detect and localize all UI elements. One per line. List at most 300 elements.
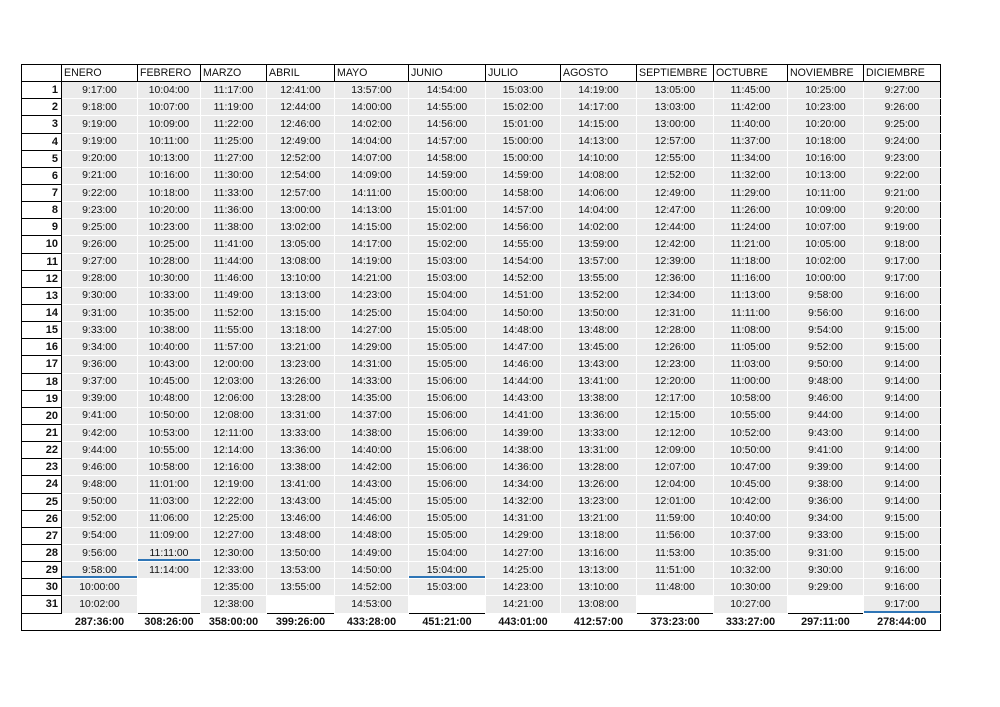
daylight-cell: 12:00:00 <box>201 356 267 373</box>
daylight-cell: 10:25:00 <box>138 236 201 253</box>
daylight-cell: 9:27:00 <box>864 82 941 99</box>
daylight-cell: 9:54:00 <box>788 322 864 339</box>
daylight-cell <box>267 596 335 613</box>
daylight-cell: 10:18:00 <box>788 133 864 150</box>
daylight-cell: 11:48:00 <box>637 579 714 596</box>
day-number: 17 <box>22 356 62 373</box>
month-header-septiembre: SEPTIEMBRE <box>637 65 714 82</box>
daylight-cell: 13:26:00 <box>561 476 637 493</box>
daylight-cell: 14:44:00 <box>486 373 561 390</box>
table-row <box>22 82 941 99</box>
daylight-cell: 12:16:00 <box>201 459 267 476</box>
daylight-cell: 9:17:00 <box>864 596 941 613</box>
daylight-cell: 14:31:00 <box>486 510 561 527</box>
table-row <box>22 373 941 390</box>
month-total-cell: 433:28:00 <box>335 613 409 630</box>
daylight-cell: 14:42:00 <box>335 459 409 476</box>
daylight-cell: 14:56:00 <box>486 219 561 236</box>
daylight-cell: 11:27:00 <box>201 150 267 167</box>
daylight-cell: 13:33:00 <box>267 424 335 441</box>
daylight-cell: 11:59:00 <box>637 510 714 527</box>
daylight-cell: 12:30:00 <box>201 544 267 561</box>
daylight-cell: 10:55:00 <box>138 442 201 459</box>
daylight-cell: 9:44:00 <box>788 407 864 424</box>
table-row <box>22 339 941 356</box>
daylight-cell: 14:58:00 <box>409 150 486 167</box>
daylight-cell: 10:18:00 <box>138 184 201 201</box>
daylight-cell: 14:27:00 <box>486 544 561 561</box>
daylight-cell: 10:33:00 <box>138 287 201 304</box>
daylight-cell: 10:40:00 <box>138 339 201 356</box>
daylight-cell: 13:43:00 <box>267 493 335 510</box>
daylight-cell: 11:37:00 <box>714 133 788 150</box>
month-total-cell: 297:11:00 <box>788 613 864 630</box>
daylight-cell: 11:08:00 <box>714 322 788 339</box>
daylight-cell: 10:47:00 <box>714 459 788 476</box>
daylight-cell: 9:41:00 <box>788 442 864 459</box>
day-number: 19 <box>22 390 62 407</box>
daylight-cell: 14:25:00 <box>335 304 409 321</box>
daylight-cell: 13:38:00 <box>267 459 335 476</box>
daylight-cell: 12:44:00 <box>267 99 335 116</box>
daylight-cell: 14:41:00 <box>486 407 561 424</box>
daylight-cell: 11:52:00 <box>201 304 267 321</box>
daylight-cell: 11:53:00 <box>637 544 714 561</box>
table-row <box>22 390 941 407</box>
daylight-cell: 13:55:00 <box>267 579 335 596</box>
daylight-cell: 9:36:00 <box>62 356 138 373</box>
day-number: 1 <box>22 82 62 99</box>
table-row <box>22 236 941 253</box>
daylight-cell: 11:44:00 <box>201 253 267 270</box>
daylight-cell: 13:38:00 <box>561 390 637 407</box>
daylight-cell: 12:28:00 <box>637 322 714 339</box>
daylight-cell: 14:35:00 <box>335 390 409 407</box>
daylight-cell: 15:06:00 <box>409 407 486 424</box>
daylight-cell: 13:41:00 <box>267 476 335 493</box>
daylight-cell: 14:49:00 <box>335 544 409 561</box>
daylight-cell: 13:16:00 <box>561 544 637 561</box>
daylight-cell: 12:07:00 <box>637 459 714 476</box>
daylight-cell: 15:00:00 <box>486 150 561 167</box>
daylight-cell: 11:40:00 <box>714 116 788 133</box>
daylight-cell: 9:44:00 <box>62 442 138 459</box>
day-number: 8 <box>22 202 62 219</box>
daylight-cell: 14:50:00 <box>486 304 561 321</box>
daylight-cell: 11:45:00 <box>714 82 788 99</box>
daylight-cell: 10:11:00 <box>138 133 201 150</box>
daylight-cell: 12:52:00 <box>267 150 335 167</box>
daylight-cell: 10:50:00 <box>714 442 788 459</box>
daylight-cell: 9:17:00 <box>62 82 138 99</box>
daylight-cell: 13:21:00 <box>267 339 335 356</box>
daylight-cell: 10:16:00 <box>788 150 864 167</box>
daylight-cell: 14:37:00 <box>335 407 409 424</box>
day-number: 30 <box>22 579 62 596</box>
daylight-cell: 9:27:00 <box>62 253 138 270</box>
daylight-cell: 9:14:00 <box>864 390 941 407</box>
day-number: 26 <box>22 510 62 527</box>
daylight-cell: 15:06:00 <box>409 476 486 493</box>
daylight-cell: 14:04:00 <box>335 133 409 150</box>
daylight-cell: 15:04:00 <box>409 304 486 321</box>
daylight-cell: 14:15:00 <box>335 219 409 236</box>
daylight-cell <box>138 579 201 596</box>
daylight-cell: 13:46:00 <box>267 510 335 527</box>
daylight-cell: 11:21:00 <box>714 236 788 253</box>
day-number: 6 <box>22 167 62 184</box>
daylight-cell: 9:16:00 <box>864 304 941 321</box>
daylight-cell: 13:48:00 <box>267 527 335 544</box>
daylight-cell: 10:20:00 <box>788 116 864 133</box>
daylight-cell: 10:23:00 <box>138 219 201 236</box>
table-row <box>22 562 941 579</box>
table-row <box>22 442 941 459</box>
daylight-cell: 10:58:00 <box>138 459 201 476</box>
daylight-cell: 14:50:00 <box>335 562 409 579</box>
daylight-cell: 10:20:00 <box>138 202 201 219</box>
daylight-cell: 9:56:00 <box>62 544 138 561</box>
daylight-cell: 14:59:00 <box>409 167 486 184</box>
daylight-cell: 10:00:00 <box>62 579 138 596</box>
day-number: 25 <box>22 493 62 510</box>
daylight-cell: 14:29:00 <box>335 339 409 356</box>
daylight-cell: 10:40:00 <box>714 510 788 527</box>
day-number: 13 <box>22 287 62 304</box>
daylight-cell: 11:11:00 <box>714 304 788 321</box>
daylight-cell: 9:19:00 <box>62 116 138 133</box>
daylight-cell: 12:19:00 <box>201 476 267 493</box>
daylight-cell: 10:07:00 <box>138 99 201 116</box>
daylight-cell: 14:29:00 <box>486 527 561 544</box>
daylight-cell: 10:37:00 <box>714 527 788 544</box>
day-number: 14 <box>22 304 62 321</box>
daylight-cell: 9:16:00 <box>864 579 941 596</box>
daylight-cell: 13:28:00 <box>267 390 335 407</box>
daylight-cell: 12:47:00 <box>637 202 714 219</box>
daylight-cell: 12:01:00 <box>637 493 714 510</box>
daylight-cell: 11:14:00 <box>138 562 201 579</box>
daylight-cell: 13:00:00 <box>267 202 335 219</box>
daylight-cell: 14:45:00 <box>335 493 409 510</box>
daylight-cell: 9:43:00 <box>788 424 864 441</box>
daylight-cell: 9:25:00 <box>864 116 941 133</box>
daylight-cell: 12:49:00 <box>267 133 335 150</box>
day-number: 28 <box>22 544 62 561</box>
daylight-cell: 11:26:00 <box>714 202 788 219</box>
month-total-cell: 373:23:00 <box>637 613 714 630</box>
daylight-cell: 10:23:00 <box>788 99 864 116</box>
daylight-cell: 12:04:00 <box>637 476 714 493</box>
daylight-cell: 9:26:00 <box>62 236 138 253</box>
table-row <box>22 219 941 236</box>
daylight-cell: 13:02:00 <box>267 219 335 236</box>
daylight-cell: 13:18:00 <box>561 527 637 544</box>
month-total-cell: 412:57:00 <box>561 613 637 630</box>
daylight-cell: 13:13:00 <box>267 287 335 304</box>
daylight-cell: 9:15:00 <box>864 527 941 544</box>
daylight-cell: 12:06:00 <box>201 390 267 407</box>
daylight-cell: 11:05:00 <box>714 339 788 356</box>
daylight-cell: 11:25:00 <box>201 133 267 150</box>
daylight-cell: 14:36:00 <box>486 459 561 476</box>
month-total-cell: 333:27:00 <box>714 613 788 630</box>
daylight-cell: 11:22:00 <box>201 116 267 133</box>
daylight-cell: 9:14:00 <box>864 476 941 493</box>
daylight-cell: 14:33:00 <box>335 373 409 390</box>
daylight-cell: 12:31:00 <box>637 304 714 321</box>
daylight-cell: 14:23:00 <box>335 287 409 304</box>
daylight-cell: 13:23:00 <box>267 356 335 373</box>
table-row <box>22 116 941 133</box>
daylight-cell: 9:16:00 <box>864 562 941 579</box>
daylight-cell: 15:04:00 <box>409 562 486 579</box>
daylight-cell: 13:36:00 <box>561 407 637 424</box>
daylight-cell: 10:32:00 <box>714 562 788 579</box>
daylight-cell: 10:45:00 <box>714 476 788 493</box>
daylight-cell: 11:00:00 <box>714 373 788 390</box>
day-number: 18 <box>22 373 62 390</box>
table-row <box>22 356 941 373</box>
daylight-cell: 11:24:00 <box>714 219 788 236</box>
month-header-diciembre: DICIEMBRE <box>864 65 941 82</box>
table-row <box>22 167 941 184</box>
daylight-cell: 11:09:00 <box>138 527 201 544</box>
daylight-cell: 9:31:00 <box>788 544 864 561</box>
daylight-cell: 14:19:00 <box>335 253 409 270</box>
daylight-cell: 9:23:00 <box>864 150 941 167</box>
daylight-cell: 9:39:00 <box>62 390 138 407</box>
daylight-cell: 14:47:00 <box>486 339 561 356</box>
day-number: 2 <box>22 99 62 116</box>
daylight-cell: 9:14:00 <box>864 459 941 476</box>
daylight-cell: 9:19:00 <box>62 133 138 150</box>
daylight-cell: 15:06:00 <box>409 373 486 390</box>
month-header-abril: ABRIL <box>267 65 335 82</box>
daylight-cell: 10:55:00 <box>714 407 788 424</box>
month-total-cell: 443:01:00 <box>486 613 561 630</box>
daylight-cell: 11:16:00 <box>714 270 788 287</box>
table-row <box>22 493 941 510</box>
daylight-cell: 14:55:00 <box>409 99 486 116</box>
daylight-cell: 10:38:00 <box>138 322 201 339</box>
daylight-cell: 9:20:00 <box>62 150 138 167</box>
daylight-cell: 15:01:00 <box>409 202 486 219</box>
daylight-cell: 9:50:00 <box>788 356 864 373</box>
daylight-cell: 13:26:00 <box>267 373 335 390</box>
daylight-cell: 13:15:00 <box>267 304 335 321</box>
daylight-cell: 15:05:00 <box>409 322 486 339</box>
daylight-cell: 10:52:00 <box>714 424 788 441</box>
daylight-cell: 11:38:00 <box>201 219 267 236</box>
daylight-cell: 11:30:00 <box>201 167 267 184</box>
daylight-cell: 14:23:00 <box>486 579 561 596</box>
daylight-cell: 14:59:00 <box>486 167 561 184</box>
daylight-cell: 15:05:00 <box>409 527 486 544</box>
daylight-cell: 13:10:00 <box>561 579 637 596</box>
daylight-cell: 15:02:00 <box>486 99 561 116</box>
totals-row <box>22 613 941 630</box>
daylight-cell: 12:17:00 <box>637 390 714 407</box>
daylight-cell: 14:17:00 <box>335 236 409 253</box>
daylight-cell: 11:42:00 <box>714 99 788 116</box>
daylight-cell: 12:49:00 <box>637 184 714 201</box>
day-number: 10 <box>22 236 62 253</box>
daylight-cell: 14:25:00 <box>486 562 561 579</box>
daylight-cell: 13:23:00 <box>561 493 637 510</box>
daylight-cell: 14:17:00 <box>561 99 637 116</box>
daylight-cell: 13:13:00 <box>561 562 637 579</box>
daylight-cell: 12:44:00 <box>637 219 714 236</box>
daylight-cell: 10:00:00 <box>788 270 864 287</box>
daylight-cell: 9:14:00 <box>864 356 941 373</box>
daylight-cell: 12:38:00 <box>201 596 267 613</box>
table-row <box>22 99 941 116</box>
day-number: 9 <box>22 219 62 236</box>
daylight-cell: 14:06:00 <box>561 184 637 201</box>
table-row <box>22 424 941 441</box>
daylight-cell: 15:05:00 <box>409 510 486 527</box>
day-number: 27 <box>22 527 62 544</box>
daylight-cell: 14:58:00 <box>486 184 561 201</box>
day-rows <box>22 82 941 613</box>
daylight-cell: 13:53:00 <box>267 562 335 579</box>
daylight-cell: 11:01:00 <box>138 476 201 493</box>
daylight-cell: 10:02:00 <box>62 596 138 613</box>
day-number: 15 <box>22 322 62 339</box>
table-row <box>22 476 941 493</box>
daylight-cell: 12:55:00 <box>637 150 714 167</box>
table-row <box>22 579 941 596</box>
daylight-cell: 13:00:00 <box>637 116 714 133</box>
month-header-agosto: AGOSTO <box>561 65 637 82</box>
daylight-cell: 12:41:00 <box>267 82 335 99</box>
daylight-cell: 14:21:00 <box>486 596 561 613</box>
daylight-cell: 11:11:00 <box>138 544 201 561</box>
daylight-cell: 12:08:00 <box>201 407 267 424</box>
daylight-cell: 12:39:00 <box>637 253 714 270</box>
daylight-cell: 11:34:00 <box>714 150 788 167</box>
daylight-cell: 10:09:00 <box>788 202 864 219</box>
daylight-cell: 14:38:00 <box>335 424 409 441</box>
daylight-cell: 12:27:00 <box>201 527 267 544</box>
daylight-cell: 12:25:00 <box>201 510 267 527</box>
daylight-cell: 10:30:00 <box>714 579 788 596</box>
totals-label-cell <box>22 613 62 630</box>
daylight-cell: 13:18:00 <box>267 322 335 339</box>
table-row <box>22 287 941 304</box>
daylight-cell: 9:52:00 <box>62 510 138 527</box>
month-header-junio: JUNIO <box>409 65 486 82</box>
daylight-cell: 11:06:00 <box>138 510 201 527</box>
daylight-cell: 13:08:00 <box>561 596 637 613</box>
month-total-cell: 278:44:00 <box>864 613 941 630</box>
daylight-cell: 15:05:00 <box>409 339 486 356</box>
daylight-cell: 14:56:00 <box>409 116 486 133</box>
daylight-cell: 15:03:00 <box>409 579 486 596</box>
table-row <box>22 459 941 476</box>
daylight-cell: 14:52:00 <box>335 579 409 596</box>
daylight-cell: 13:28:00 <box>561 459 637 476</box>
daylight-cell: 13:57:00 <box>335 82 409 99</box>
day-number: 12 <box>22 270 62 287</box>
daylight-cell: 13:03:00 <box>637 99 714 116</box>
daylight-cell: 14:43:00 <box>335 476 409 493</box>
daylight-cell: 13:21:00 <box>561 510 637 527</box>
daylight-cell: 14:51:00 <box>486 287 561 304</box>
daylight-cell: 13:33:00 <box>561 424 637 441</box>
daylight-cell: 14:13:00 <box>335 202 409 219</box>
daylight-cell: 10:58:00 <box>714 390 788 407</box>
daylight-cell: 9:56:00 <box>788 304 864 321</box>
daylight-cell: 12:03:00 <box>201 373 267 390</box>
daylight-cell <box>637 596 714 613</box>
daylight-cell: 12:54:00 <box>267 167 335 184</box>
daylight-cell: 12:09:00 <box>637 442 714 459</box>
daylight-cell: 9:21:00 <box>864 184 941 201</box>
daylight-cell: 14:07:00 <box>335 150 409 167</box>
daylight-cell: 9:18:00 <box>864 236 941 253</box>
daylight-cell: 9:15:00 <box>864 322 941 339</box>
daylight-cell: 15:06:00 <box>409 459 486 476</box>
daylight-cell: 10:48:00 <box>138 390 201 407</box>
daylight-cell: 9:54:00 <box>62 527 138 544</box>
daylight-cell: 14:53:00 <box>335 596 409 613</box>
daylight-cell: 15:04:00 <box>409 287 486 304</box>
daylight-cell: 9:17:00 <box>864 270 941 287</box>
daylight-cell: 12:11:00 <box>201 424 267 441</box>
daylight-cell: 13:55:00 <box>561 270 637 287</box>
daylight-cell: 15:00:00 <box>486 133 561 150</box>
daylight-cell: 12:33:00 <box>201 562 267 579</box>
daylight-cell: 14:40:00 <box>335 442 409 459</box>
month-header-julio: JULIO <box>486 65 561 82</box>
daylight-cell <box>788 596 864 613</box>
day-number: 5 <box>22 150 62 167</box>
daylight-cell: 9:14:00 <box>864 493 941 510</box>
daylight-cell: 14:34:00 <box>486 476 561 493</box>
daylight-cell: 9:15:00 <box>864 510 941 527</box>
day-number: 20 <box>22 407 62 424</box>
daylight-cell: 9:38:00 <box>788 476 864 493</box>
daylight-cell: 9:36:00 <box>788 493 864 510</box>
daylight-cell: 14:02:00 <box>561 219 637 236</box>
daylight-cell: 14:46:00 <box>486 356 561 373</box>
daylight-cell: 12:12:00 <box>637 424 714 441</box>
daylight-cell: 10:07:00 <box>788 219 864 236</box>
daylight-cell: 13:57:00 <box>561 253 637 270</box>
daylight-cell: 10:50:00 <box>138 407 201 424</box>
daylight-cell: 13:48:00 <box>561 322 637 339</box>
month-total-cell: 399:26:00 <box>267 613 335 630</box>
month-header-mayo: MAYO <box>335 65 409 82</box>
table-row <box>22 510 941 527</box>
daylight-cell: 11:49:00 <box>201 287 267 304</box>
daylight-cell: 9:28:00 <box>62 270 138 287</box>
month-header-noviembre: NOVIEMBRE <box>788 65 864 82</box>
daylight-cell: 9:22:00 <box>864 167 941 184</box>
daylight-cell <box>138 596 201 613</box>
daylight-cell: 11:17:00 <box>201 82 267 99</box>
daylight-cell: 10:27:00 <box>714 596 788 613</box>
daylight-cell: 14:38:00 <box>486 442 561 459</box>
daylight-cell: 10:11:00 <box>788 184 864 201</box>
day-number: 4 <box>22 133 62 150</box>
daylight-cell: 10:05:00 <box>788 236 864 253</box>
daylight-cell: 10:13:00 <box>788 167 864 184</box>
daylight-cell: 14:39:00 <box>486 424 561 441</box>
daylight-cell: 11:03:00 <box>138 493 201 510</box>
